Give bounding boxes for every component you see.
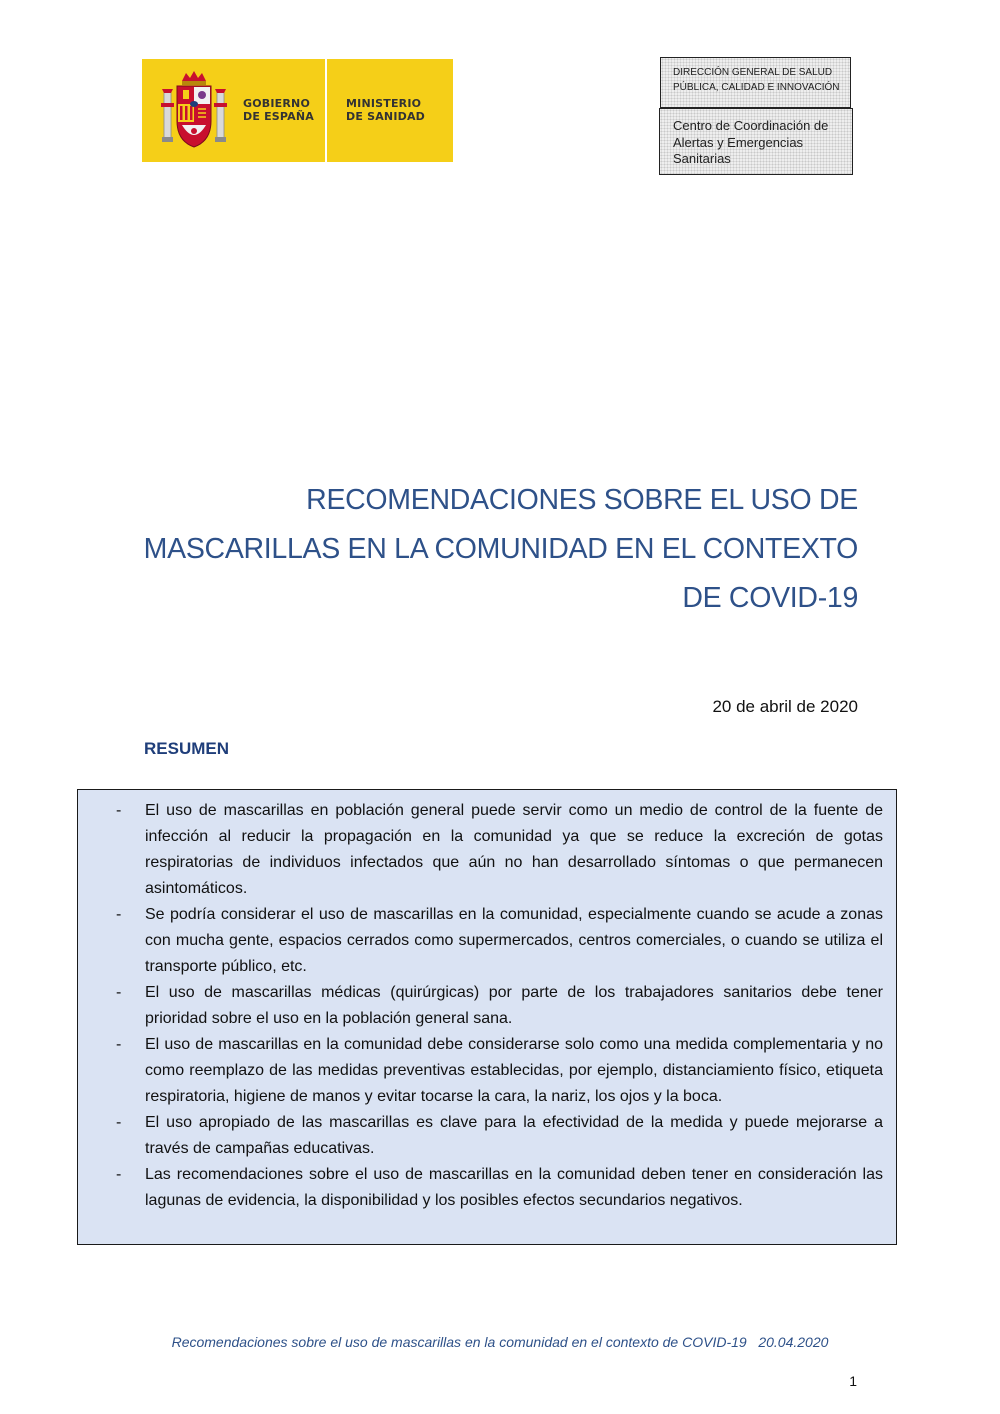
summary-list	[78, 790, 896, 1214]
list-item-text: El uso apropiado de las mascarillas es clave para la efectividad de la medida y puede mejorarse a través de campañas educativas.	[145, 1114, 883, 1157]
list-item	[78, 798, 883, 902]
title-line: RECOMENDACIONES SOBRE EL USO DE	[306, 484, 858, 516]
bullet-dash: -	[116, 1036, 122, 1053]
government-logo	[142, 59, 453, 162]
directorate-box: DIRECCIÓN GENERAL DE SALUD PÚBLICA, CALIDAD E INNOVACIÓN	[660, 57, 851, 108]
list-item	[78, 1032, 883, 1110]
bullet-dash: -	[116, 906, 122, 923]
coat-of-arms-icon	[158, 69, 230, 153]
page-title	[120, 476, 858, 623]
bullet-dash: -	[116, 1166, 122, 1183]
bullet-dash: -	[116, 1114, 122, 1131]
government-name: GOBIERNO DE ESPAÑA	[243, 97, 314, 123]
list-item-text: El uso de mascarillas en población general puede servir como un medio de control de la fuente de infección al reducir la propagación en la comunidad ya que se reduce la excreción de gotas respiratorias de individuos infectados que aún no han desarrollado síntomas o que permanecen asintomáticos.	[145, 802, 883, 897]
list-item	[78, 902, 883, 980]
footer-text: Recomendaciones sobre el uso de mascarillas en la comunidad en el contexto de COVID-19 20.04.2020	[171, 1334, 829, 1350]
centre-box: Centro de Coordinación de Alertas y Emergencias Sanitarias	[659, 108, 853, 175]
list-item	[78, 1162, 883, 1214]
summary-box	[77, 789, 897, 1245]
list-item-text: El uso de mascarillas en la comunidad debe considerarse solo como una medida complementaria y no como reemplazo de las medidas preventivas establecidas, por ejemplo, distanciamiento físico, etiqueta respiratoria, higiene de manos y evitar tocarse la cara, la nariz, los ojos y la boca.	[145, 1036, 883, 1105]
title-line: MASCARILLAS EN LA COMUNIDAD EN EL CONTEXTO	[143, 533, 858, 565]
list-item-text: Las recomendaciones sobre el uso de mascarillas en la comunidad deben tener en consideración las lagunas de evidencia, la disponibilidad y los posibles efectos secundarios negativos.	[145, 1166, 883, 1209]
list-item	[78, 980, 883, 1032]
bullet-dash: -	[116, 984, 122, 1001]
document-date: 20 de abril de 2020	[712, 697, 858, 716]
bullet-dash: -	[116, 802, 122, 819]
logo-divider	[325, 59, 327, 162]
ministry-name: MINISTERIO DE SANIDAD	[346, 97, 425, 123]
section-heading: RESUMEN	[144, 739, 230, 758]
title-line: DE COVID-19	[682, 582, 858, 614]
list-item	[78, 1110, 883, 1162]
page-number: 1	[849, 1373, 857, 1389]
list-item-text: El uso de mascarillas médicas (quirúrgicas) por parte de los trabajadores sanitarios debe tener prioridad sobre el uso en la población general sana.	[145, 984, 883, 1027]
list-item-text: Se podría considerar el uso de mascarillas en la comunidad, especialmente cuando se acude a zonas con mucha gente, espacios cerrados como supermercados, centros comerciales, o cuando se utiliza el transporte público, etc.	[145, 906, 883, 975]
